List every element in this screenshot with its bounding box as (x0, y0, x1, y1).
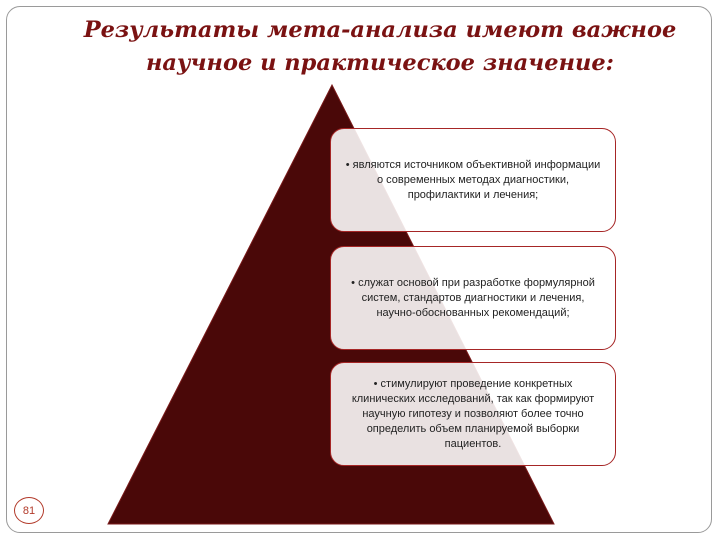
pyramid-item-3 (330, 362, 616, 466)
pyramid-item-2-text: • служат основой при разработке формулярной систем, стандартов диагностики и лечения, научно-обоснованных рекомендаций; (351, 276, 595, 319)
slide-title: Результаты мета-анализа имеют важное научное и практическое значение: (83, 17, 677, 76)
pyramid-item-1-text: • являются источником объективной информации о современных методах диагностики, профилактики и лечения; (345, 158, 601, 201)
pyramid-item-1 (330, 128, 616, 232)
page-number-badge (14, 497, 44, 524)
pyramid-item-3-text: • стимулируют проведение конкретных клинических исследований, так как формируют научную гипотезу и позволяют более точно определить объем планируемой выборки пациентов. (351, 377, 595, 450)
pyramid-item-2 (330, 246, 616, 350)
page-number: 81 (22, 504, 36, 517)
